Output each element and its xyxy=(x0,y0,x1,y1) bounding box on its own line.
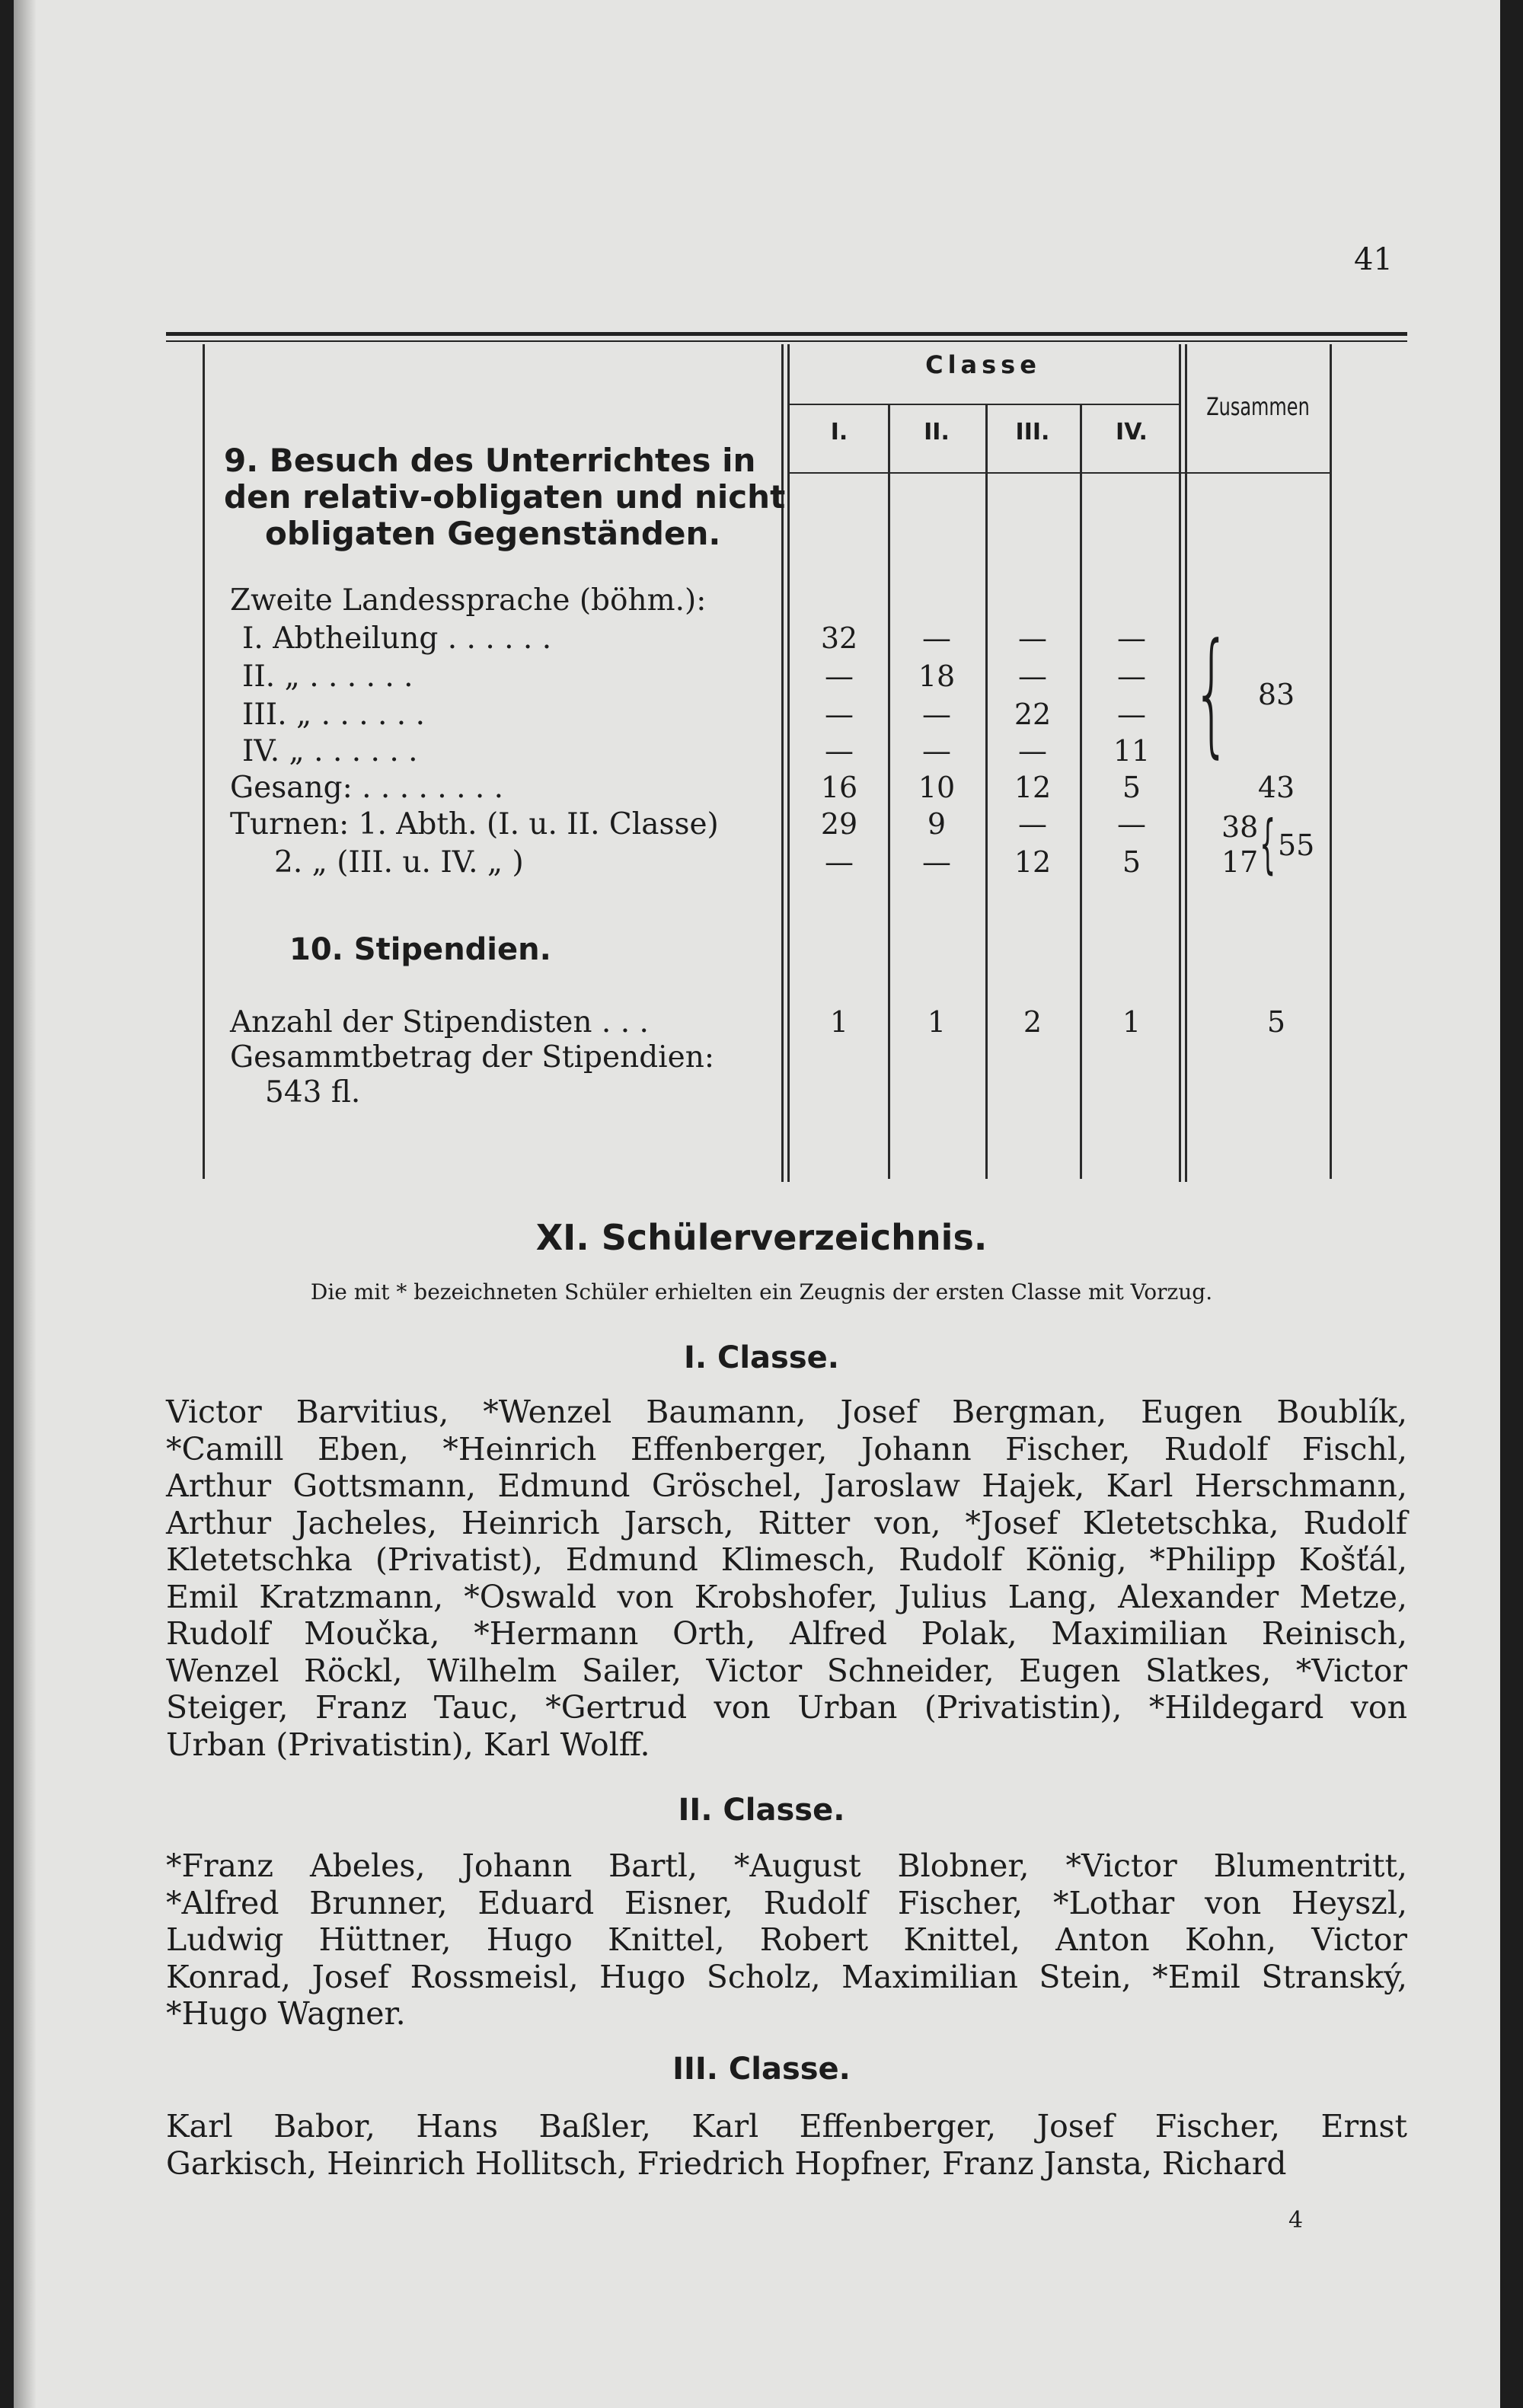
cell: 12 xyxy=(1014,771,1052,804)
cell: — xyxy=(1117,659,1146,693)
class-heading: II. Classe. xyxy=(678,1793,845,1828)
total-turnen1: 38 xyxy=(1221,810,1259,844)
class-heading: III. Classe. xyxy=(672,2052,851,2087)
cell: — xyxy=(1117,621,1146,655)
table-top-rule xyxy=(166,332,1407,336)
cell: 32 xyxy=(820,621,858,655)
student-line: *Hugo Wagner. xyxy=(166,1995,406,2032)
row-label: 2. „ (III. u. IV. „ ) xyxy=(274,845,524,880)
row-label: Anzahl der Stipendisten . . . xyxy=(230,1005,649,1040)
table-right-border xyxy=(1330,344,1332,1179)
total-turnen-sum: 55 xyxy=(1278,829,1315,862)
student-line: Kletetschka (Privatist), Edmund Klimesch, Rudolf König, *Philipp Košťál, xyxy=(166,1541,1407,1578)
section9-title-line3: obligaten Gegenständen. xyxy=(265,515,721,552)
student-line: Arthur Gottsmann, Edmund Gröschel, Jaroslaw Hajek, Karl Herschmann, xyxy=(166,1467,1407,1504)
cell: 1 xyxy=(829,1005,849,1039)
page xyxy=(14,0,1500,2408)
cell: — xyxy=(1117,807,1146,841)
col-header-4: IV. xyxy=(1116,419,1148,446)
cell: — xyxy=(825,845,854,879)
row-label: Gesang: . . . . . . . . xyxy=(230,771,504,805)
cell: — xyxy=(825,659,854,693)
cell: — xyxy=(922,698,951,731)
brace-icon: { xyxy=(1193,615,1231,771)
cell: — xyxy=(1018,807,1047,841)
row-label: Turnen: 1. Abth. (I. u. II. Classe) xyxy=(230,807,719,842)
row-label: 543 fl. xyxy=(265,1075,361,1110)
cell: — xyxy=(1018,659,1047,693)
col-header-3: III. xyxy=(1015,419,1050,446)
cell: 9 xyxy=(927,807,947,841)
header-rule xyxy=(787,404,1179,405)
section9-title-line2: den relativ-obligaten und nicht xyxy=(224,478,786,516)
student-line: Ludwig Hüttner, Hugo Knittel, Robert Knittel, Anton Kohn, Victor xyxy=(166,1921,1407,1958)
student-line: Emil Kratzmann, *Oswald von Krobshofer, Julius Lang, Alexander Metze, xyxy=(166,1578,1407,1615)
total-turnen2: 17 xyxy=(1221,845,1259,879)
cell: 16 xyxy=(820,771,858,804)
student-line: *Franz Abeles, Johann Bartl, *August Blobner, *Victor Blumentritt, xyxy=(166,1848,1407,1884)
total-header: Zusammen xyxy=(1206,392,1310,421)
cell: 12 xyxy=(1014,845,1052,879)
col-divider xyxy=(1179,344,1181,1182)
section11-title: XI. Schülerverzeichnis. xyxy=(535,1217,988,1258)
row-label: IV. „ . . . . . . xyxy=(242,734,418,768)
table-top-rule-thin xyxy=(166,340,1407,342)
student-line: Arthur Jacheles, Heinrich Jarsch, Ritter von, *Josef Kletetschka, Rudolf xyxy=(166,1504,1407,1541)
row-label: II. „ . . . . . . xyxy=(242,659,413,694)
section11-note: Die mit * bezeichneten Schüler erhielten ein Zeugnis der ersten Classe mit Vorzug. xyxy=(310,1279,1213,1305)
page-number: 41 xyxy=(1354,242,1393,277)
col-header-1: I. xyxy=(830,419,848,446)
cell: 5 xyxy=(1122,845,1141,879)
table-left-border xyxy=(203,344,205,1179)
cell: — xyxy=(825,698,854,731)
class-student-list xyxy=(166,1848,1407,2033)
col-header-2: II. xyxy=(924,419,950,446)
cell: 1 xyxy=(1122,1005,1141,1039)
class-student-list xyxy=(166,1394,1407,1763)
col-divider xyxy=(1185,344,1187,1182)
student-line: Urban (Privatistin), Karl Wolff. xyxy=(166,1726,650,1763)
student-line: Wenzel Röckl, Wilhelm Sailer, Victor Schneider, Eugen Slatkes, *Victor xyxy=(166,1652,1407,1689)
cell: 11 xyxy=(1113,734,1151,768)
total-gesang: 43 xyxy=(1257,771,1295,804)
student-line: Rudolf Moučka, *Hermann Orth, Alfred Polak, Maximilian Reinisch, xyxy=(166,1615,1407,1652)
cell: 22 xyxy=(1014,698,1052,731)
col-divider xyxy=(888,404,890,1179)
student-line: Victor Barvitius, *Wenzel Baumann, Josef Bergman, Eugen Boublík, xyxy=(166,1394,1407,1430)
cell: — xyxy=(1117,698,1146,731)
cell: — xyxy=(922,845,951,879)
student-line: Steiger, Franz Tauc, *Gertrud von Urban (Privatistin), *Hildegard von xyxy=(166,1689,1407,1726)
class-student-list xyxy=(166,2108,1407,2182)
table-divider xyxy=(787,344,790,1182)
row-label: Zweite Landessprache (böhm.): xyxy=(230,583,707,618)
cell: 10 xyxy=(918,771,956,804)
cell: 2 xyxy=(1023,1005,1042,1039)
brace-icon: { xyxy=(1260,806,1276,881)
student-line: Konrad, Josef Rossmeisl, Hugo Scholz, Maximilian Stein, *Emil Stranský, xyxy=(166,1958,1407,1995)
row-label: III. „ . . . . . . xyxy=(242,698,425,732)
section9-title-line1: 9. Besuch des Unterrichtes in xyxy=(224,442,756,479)
table-divider xyxy=(781,344,784,1182)
total-brace: 83 xyxy=(1257,678,1295,711)
classe-header: Classe xyxy=(925,350,1041,379)
cell: 5 xyxy=(1122,771,1141,804)
student-line: Garkisch, Heinrich Hollitsch, Friedrich Hopfner, Franz Jansta, Richard xyxy=(166,2145,1287,2182)
cell: 18 xyxy=(918,659,956,693)
student-line: *Camill Eben, *Heinrich Effenberger, Johann Fischer, Rudolf Fischl, xyxy=(166,1430,1407,1467)
header-rule xyxy=(787,472,1330,474)
signature-mark: 4 xyxy=(1288,2207,1304,2234)
class-heading: I. Classe. xyxy=(683,1340,839,1375)
cell: 1 xyxy=(927,1005,947,1039)
cell: — xyxy=(825,734,854,768)
cell: 29 xyxy=(820,807,858,841)
student-line: *Alfred Brunner, Eduard Eisner, Rudolf Fischer, *Lothar von Heyszl, xyxy=(166,1884,1407,1921)
section10-title: 10. Stipendien. xyxy=(289,932,551,967)
cell: — xyxy=(922,734,951,768)
row-label: Gesammtbetrag der Stipendien: xyxy=(230,1040,714,1075)
cell: — xyxy=(1018,621,1047,655)
cell: — xyxy=(922,621,951,655)
row-label: I. Abtheilung . . . . . . xyxy=(242,621,552,656)
total-stip: 5 xyxy=(1266,1005,1286,1039)
student-line: Karl Babor, Hans Baßler, Karl Effenberger, Josef Fischer, Ernst xyxy=(166,2108,1407,2145)
cell: — xyxy=(1018,734,1047,768)
col-divider xyxy=(1080,404,1082,1179)
